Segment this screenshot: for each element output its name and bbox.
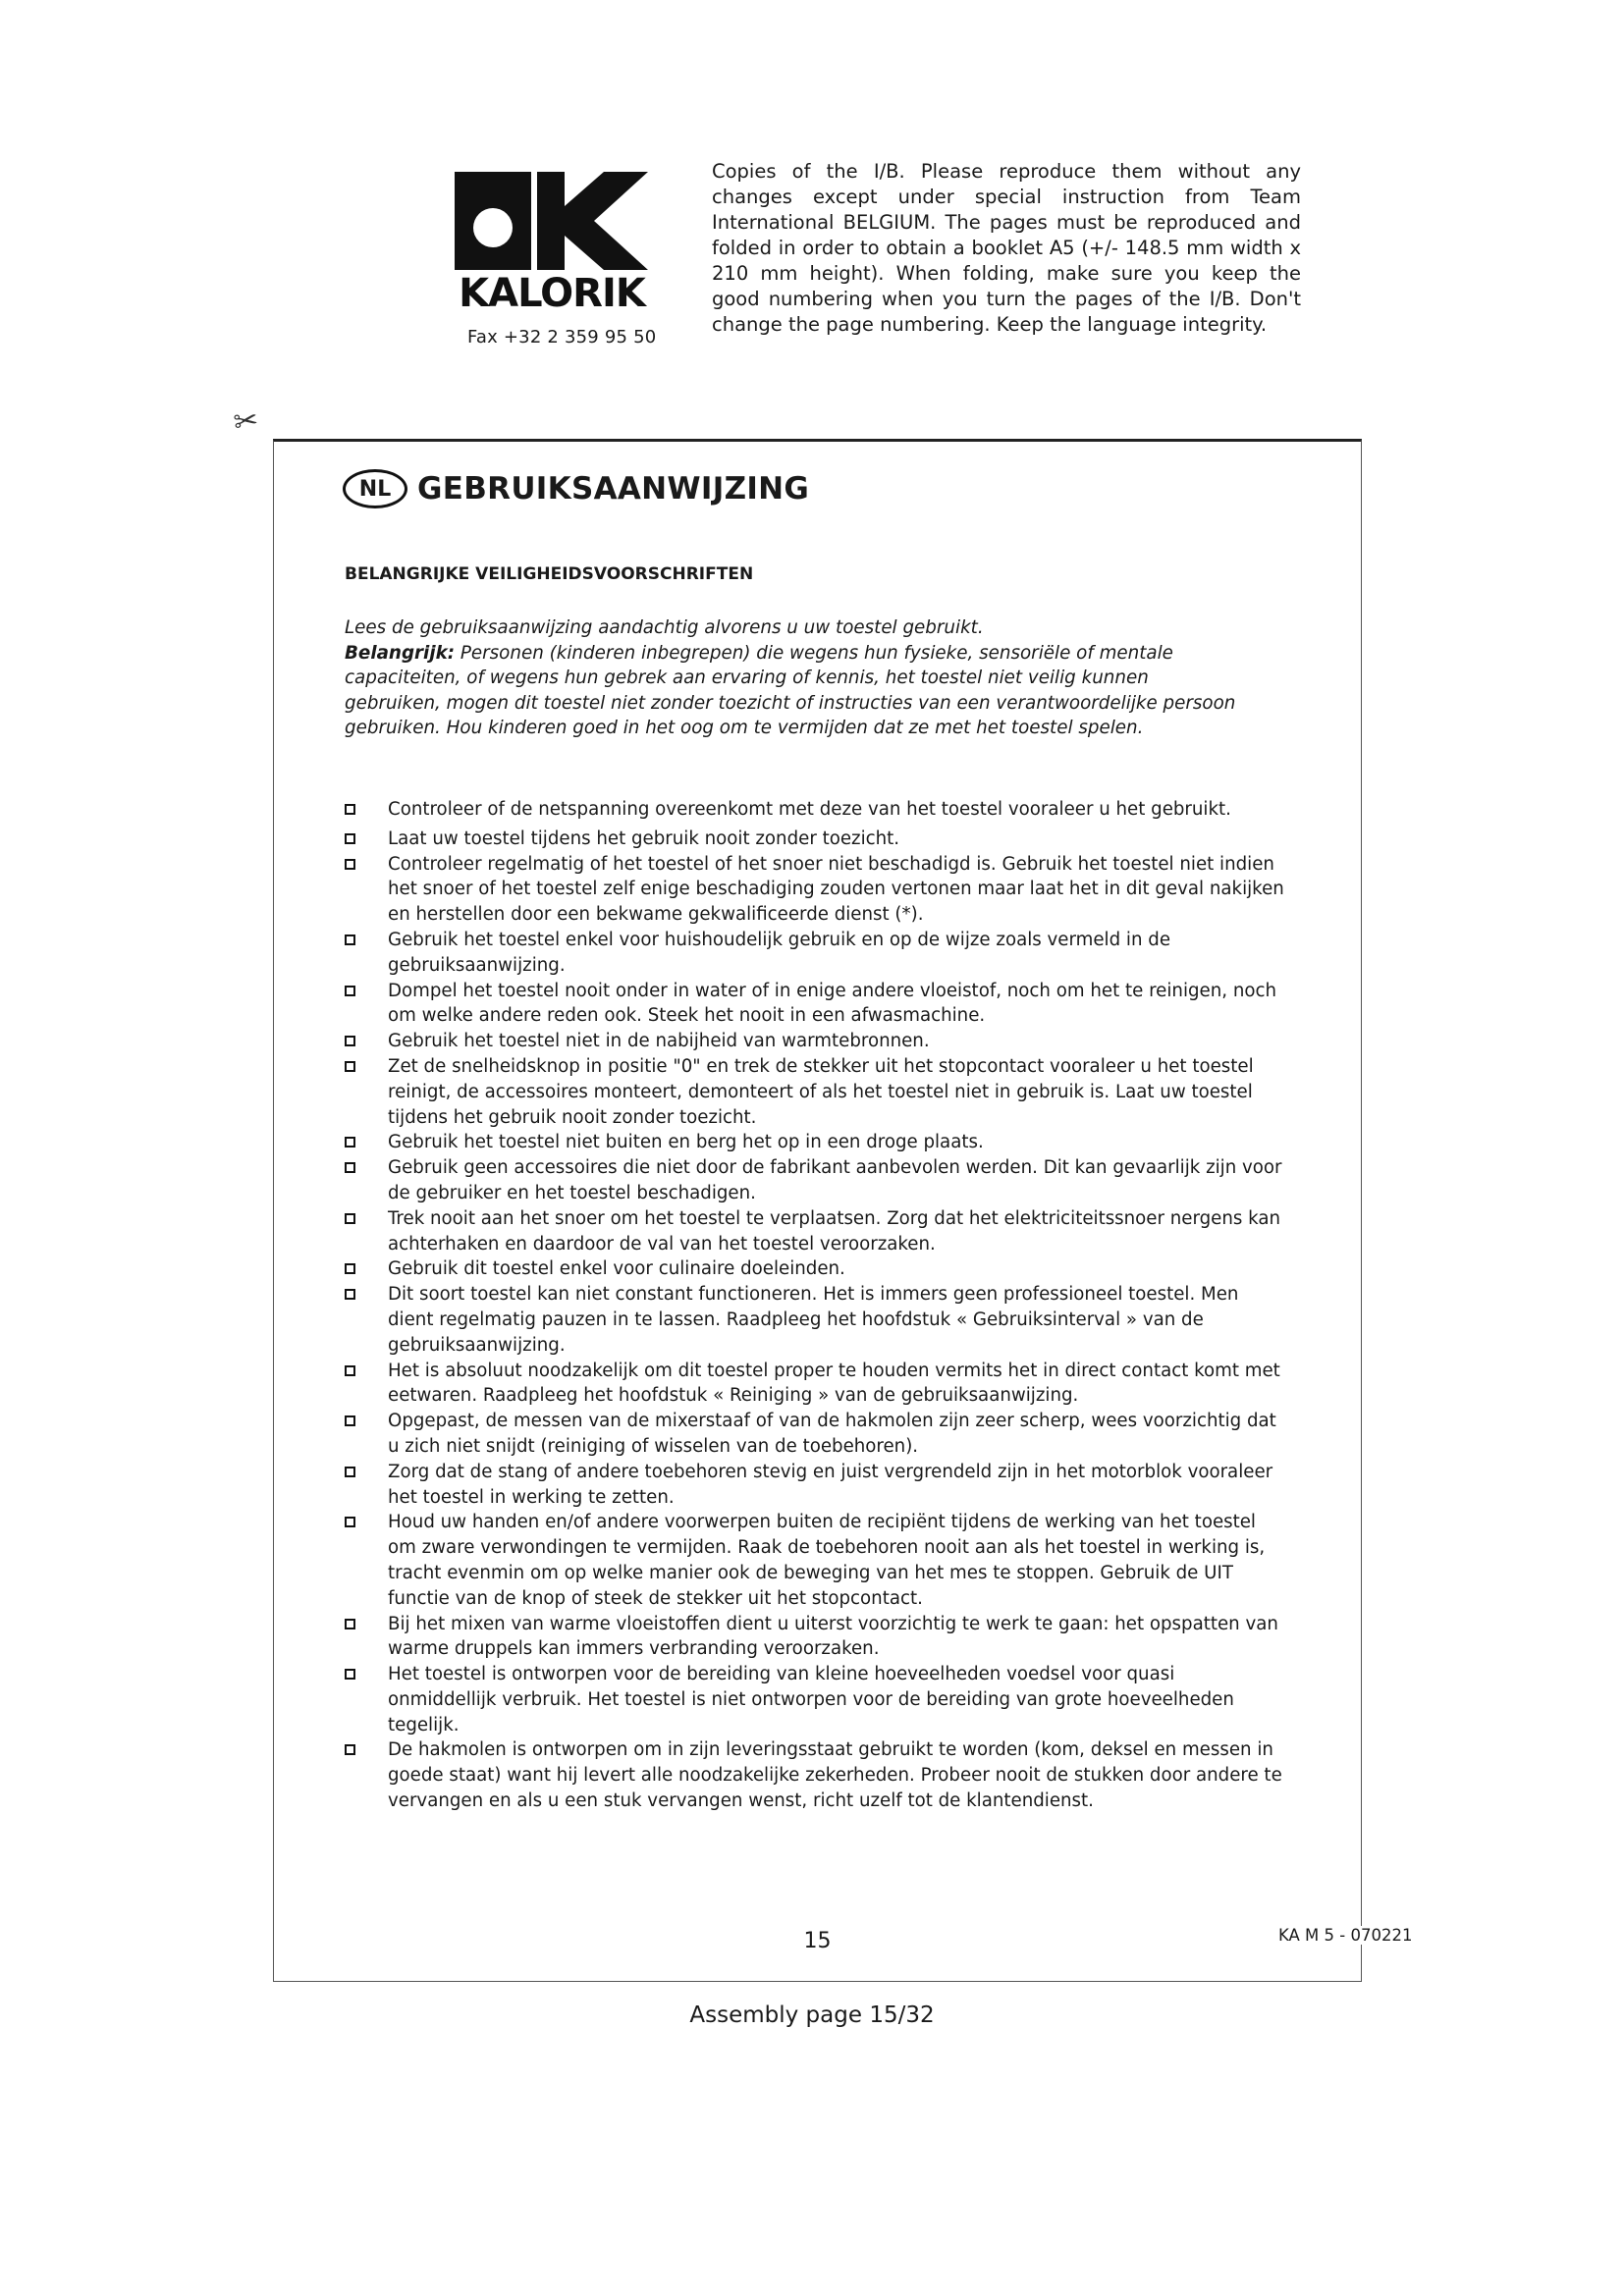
list-item: Gebruik het toestel niet buiten en berg het op in een droge plaats.: [345, 1130, 1287, 1155]
important-notice: [345, 641, 1248, 741]
list-item: Gebruik geen accessoires die niet door de fabrikant aanbevolen werden. Dit kan gevaarlijk zijn voor de gebruiker en het toestel beschadigen.: [345, 1155, 1287, 1206]
page-number: 15: [803, 1929, 832, 1953]
list-item: Houd uw handen en/of andere voorwerpen buiten de recipiënt tijdens de werking van het toestel om zware verwondingen te vermijden. Raak de toebehoren nooit aan als het toestel in werking is, tracht evenmin om op welke manier ook de beweging van het mes te stoppen. Gebruik de UIT functie van de knop of steek de stekker uit het stopcontact.: [345, 1510, 1287, 1611]
document-code: KA M 5 - 070221: [1278, 1926, 1413, 1945]
list-item: Controleer regelmatig of het toestel of het snoer niet beschadigd is. Gebruik het toestel niet indien het snoer of het toestel zelf enige beschadiging zouden vertonen maar laat het in dit geval nakijken en herstellen door een bekwame gekwalificeerde dienst (*).: [345, 852, 1287, 928]
checkbox-bullet-icon: [345, 1467, 355, 1477]
checkbox-bullet-icon: [345, 934, 355, 945]
checkbox-bullet-icon: [345, 1061, 355, 1072]
checkbox-bullet-icon: [345, 1263, 355, 1274]
list-item: De hakmolen is ontworpen om in zijn leveringsstaat gebruikt te worden (kom, deksel en messen in goede staat) want hij levert alle noodzakelijke zekerheden. Probeer nooit de stukken door andere te vervangen en als u een stuk vervangen wenst, richt uzelf tot de klantendienst.: [345, 1737, 1287, 1813]
section-heading: BELANGRIJKE VEILIGHEIDSVOORSCHRIFTEN: [345, 564, 754, 584]
checkbox-bullet-icon: [345, 1517, 355, 1527]
checkbox-bullet-icon: [345, 1036, 355, 1046]
checkbox-bullet-icon: [345, 859, 355, 870]
checkbox-bullet-icon: [345, 1289, 355, 1300]
list-item: Opgepast, de messen van de mixerstaaf of van de hakmolen zijn zeer scherp, wees voorzichtig dat u zich niet snijdt (reiniging of wisselen van de toebehoren).: [345, 1409, 1287, 1460]
checkbox-bullet-icon: [345, 986, 355, 996]
intro-line: Lees de gebruiksaanwijzing aandachtig alvorens u uw toestel gebruikt.: [345, 617, 984, 638]
list-item: Het is absoluut noodzakelijk om dit toestel proper te houden vermits het in direct contact komt met eetwaren. Raadpleeg het hoofdstuk « Reiniging » van de gebruiksaanwijzing.: [345, 1359, 1287, 1410]
list-item: Zorg dat de stang of andere toebehoren stevig en juist vergrendeld zijn in het motorblok vooraleer het toestel in werking te zetten.: [345, 1460, 1287, 1511]
list-item: Laat uw toestel tijdens het gebruik nooit zonder toezicht.: [345, 827, 1287, 852]
brand-name: KALORIK: [459, 271, 645, 314]
important-text: Personen (kinderen inbegrepen) die wegens hun fysieke, sensoriële of mentale capaciteiten, of wegens hun gebrek aan ervaring of kennis, het toestel niet veilig kunnen gebruiken, mogen dit toestel niet zonder toezicht of instructies van een verantwoordelijke persoon gebruiken. Hou kinderen goed in het oog om te vermijden dat ze met het toestel spelen.: [345, 642, 1236, 738]
assembly-page-label: Assembly page 15/32: [689, 2002, 935, 2028]
checkbox-bullet-icon: [345, 833, 355, 844]
checkbox-bullet-icon: [345, 1213, 355, 1224]
important-label: Belangrijk:: [345, 642, 456, 664]
checkbox-bullet-icon: [345, 804, 355, 815]
list-item: Gebruik het toestel niet in de nabijheid van warmtebronnen.: [345, 1029, 1287, 1054]
list-item: Trek nooit aan het snoer om het toestel te verplaatsen. Zorg dat het elektriciteitssnoer nergens kan achterhaken en daardoor de val van het toestel veroorzaken.: [345, 1206, 1287, 1257]
checkbox-bullet-icon: [345, 1137, 355, 1148]
intro-paragraph: [345, 615, 1248, 741]
manual-page: [273, 439, 1362, 1982]
list-item: Zet de snelheidsknop in positie "0" en trek de stekker uit het stopcontact vooraleer u het toestel reinigt, de accessoires monteert, demonteert of als het toestel niet in gebruik is. Laat uw toestel tijdens het gebruik nooit zonder toezicht.: [345, 1054, 1287, 1130]
scissors-icon: ✂: [231, 402, 261, 441]
checkbox-bullet-icon: [345, 1744, 355, 1755]
checkbox-bullet-icon: [345, 1365, 355, 1376]
manual-title: GEBRUIKSAANWIJZING: [417, 471, 810, 507]
checkbox-bullet-icon: [345, 1415, 355, 1426]
checkbox-bullet-icon: [345, 1619, 355, 1629]
list-item: Het toestel is ontworpen voor de bereiding van kleine hoeveelheden voedsel voor quasi onmiddellijk verbruik. Het toestel is niet ontworpen voor de bereiding van grote hoeveelheden tegelijk.: [345, 1662, 1287, 1737]
kalorik-logo: [447, 167, 658, 314]
list-item: Dit soort toestel kan niet constant functioneren. Het is immers geen professioneel toestel. Men dient regelmatig pauzen in te lassen. Raadpleeg het hoofdstuk « Gebruiksinterval » van de gebruiksaanwijzing.: [345, 1282, 1287, 1358]
list-item: Gebruik dit toestel enkel voor culinaire doeleinden.: [345, 1256, 1287, 1282]
list-item: Controleer of de netspanning overeenkomt met deze van het toestel vooraleer u het gebruikt.: [345, 797, 1287, 823]
list-item: Dompel het toestel nooit onder in water of in enige andere vloeistof, noch om het te reinigen, noch om welke andere reden ook. Steek het nooit in een afwasmachine.: [345, 979, 1287, 1030]
list-item: Gebruik het toestel enkel voor huishoudelijk gebruik en op de wijze zoals vermeld in de gebruiksaanwijzing.: [345, 928, 1287, 979]
checkbox-bullet-icon: [345, 1669, 355, 1680]
language-badge: NL: [343, 469, 407, 508]
fax-number: Fax +32 2 359 95 50: [467, 327, 657, 347]
safety-warnings-list: [345, 797, 1287, 1814]
list-item: Bij het mixen van warme vloeistoffen dient u uiterst voorzichtig te werk te gaan: het opspatten van warme druppels kan immers verbranding veroorzaken.: [345, 1612, 1287, 1663]
checkbox-bullet-icon: [345, 1162, 355, 1173]
copies-instructions: Copies of the I/B. Please reproduce them without any changes except under special instruction from Team International BELGIUM. The pages must be reproduced and folded in order to obtain a booklet A5 (+/- 148.5 mm width x 210 mm height). When folding, make sure you keep the good numbering when you turn the pages of the I/B. Don't change the page numbering. Keep the language integrity.: [712, 160, 1301, 336]
manual-header: [343, 469, 809, 508]
kalorik-logo-mark: [447, 167, 658, 314]
